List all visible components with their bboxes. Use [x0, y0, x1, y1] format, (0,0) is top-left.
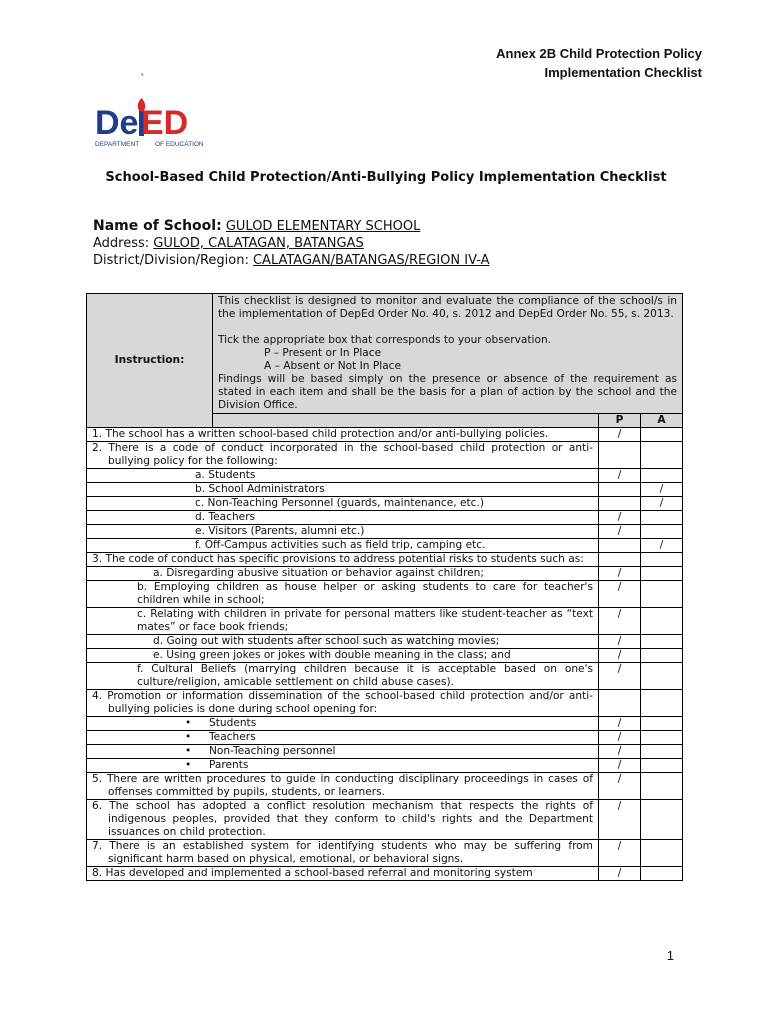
- row-text: 2. There is a code of conduct incorporated in the school-based child protection or anti-bullying policy for the following:: [87, 442, 599, 469]
- row-text: 1. The school has a written school-based child protection and/or anti-bullying policies.: [87, 428, 599, 442]
- deped-logo-icon: [93, 96, 213, 156]
- instruction-a-definition: A – Absent or Not In Place: [264, 360, 402, 372]
- row-text: d. Going out with students after school such as watching movies;: [87, 635, 599, 649]
- a-checkbox[interactable]: [641, 469, 683, 483]
- row-text: 5. There are written procedures to guide in conducting disciplinary proceedings in cases of offenses committed by pupils, students, or learners.: [87, 773, 599, 800]
- p-checkbox[interactable]: /: [599, 608, 641, 635]
- p-checkbox[interactable]: /: [599, 773, 641, 800]
- p-checkbox[interactable]: /: [599, 649, 641, 663]
- row-text: [87, 745, 599, 759]
- p-checkbox[interactable]: [599, 553, 641, 567]
- a-checkbox[interactable]: [641, 442, 683, 469]
- p-checkbox[interactable]: /: [599, 663, 641, 690]
- bullet: •: [185, 731, 192, 743]
- p-checkbox[interactable]: /: [599, 717, 641, 731]
- p-checkbox[interactable]: [599, 483, 641, 497]
- logo-subtext-left: DEPARTMENT: [95, 141, 140, 148]
- table-row: [87, 428, 683, 442]
- row-text: 3. The code of conduct has specific provisions to address potential risks to students such as:: [87, 553, 599, 567]
- address-label: Address:: [93, 236, 150, 251]
- logo-subtext-right: OF EDUCATION: [155, 141, 204, 148]
- a-checkbox[interactable]: [641, 745, 683, 759]
- p-checkbox[interactable]: [599, 442, 641, 469]
- p-checkbox[interactable]: /: [599, 567, 641, 581]
- school-name-value: GULOD ELEMENTARY SCHOOL: [225, 219, 421, 234]
- address-value: GULOD, CALATAGAN, BATANGAS: [153, 236, 364, 251]
- bullet: •: [185, 717, 192, 729]
- stray-mark: `: [140, 72, 146, 85]
- row-text: [87, 731, 599, 745]
- table-row: [87, 442, 683, 469]
- deped-logo: [93, 96, 213, 156]
- p-checkbox[interactable]: /: [599, 731, 641, 745]
- p-checkbox[interactable]: /: [599, 867, 641, 881]
- a-checkbox[interactable]: [641, 553, 683, 567]
- row-text: b. School Administrators: [87, 483, 599, 497]
- row-text: f. Off-Campus activities such as field trip, camping etc.: [87, 539, 599, 553]
- p-checkbox[interactable]: [599, 690, 641, 717]
- table-row: [87, 483, 683, 497]
- a-checkbox[interactable]: [641, 840, 683, 867]
- row-text: e. Visitors (Parents, alumni etc.): [87, 525, 599, 539]
- p-checkbox[interactable]: /: [599, 469, 641, 483]
- checklist-table: [86, 293, 683, 881]
- annex-line-1: Annex 2B Child Protection Policy: [496, 46, 702, 61]
- a-checkbox[interactable]: [641, 731, 683, 745]
- row-text: [87, 717, 599, 731]
- p-checkbox[interactable]: /: [599, 525, 641, 539]
- annex-line-2: Implementation Checklist: [544, 65, 702, 80]
- row-text: 8. Has developed and implemented a school-based referral and monitoring system: [87, 867, 599, 881]
- a-checkbox[interactable]: /: [641, 483, 683, 497]
- table-row: [87, 840, 683, 867]
- row-text: [87, 759, 599, 773]
- table-row: [87, 469, 683, 483]
- p-checkbox[interactable]: /: [599, 800, 641, 840]
- table-row: [87, 567, 683, 581]
- a-checkbox[interactable]: [641, 511, 683, 525]
- a-checkbox[interactable]: [641, 773, 683, 800]
- row-text: e. Using green jokes or jokes with double meaning in the class; and: [87, 649, 599, 663]
- p-checkbox[interactable]: /: [599, 745, 641, 759]
- table-row: [87, 511, 683, 525]
- district-value: CALATAGAN/BATANGAS/REGION IV-A: [252, 253, 490, 268]
- a-checkbox[interactable]: [641, 581, 683, 608]
- a-checkbox[interactable]: [641, 608, 683, 635]
- a-checkbox[interactable]: [641, 663, 683, 690]
- p-checkbox[interactable]: /: [599, 759, 641, 773]
- a-checkbox[interactable]: [641, 428, 683, 442]
- row-label: Parents: [209, 759, 249, 771]
- table-row: [87, 745, 683, 759]
- row-label: Students: [209, 717, 257, 729]
- bullet: •: [185, 745, 192, 757]
- school-info: [93, 218, 490, 269]
- table-row: [87, 867, 683, 881]
- instruction-para-1: This checklist is designed to monitor and evaluate the compliance of the school/s in the implementation of DepEd Order No. 40, s. 2012 and DepEd Order No. 55, s. 2013.: [218, 295, 677, 320]
- table-row: [87, 581, 683, 608]
- row-text: c. Non-Teaching Personnel (guards, maintenance, etc.): [87, 497, 599, 511]
- table-row: [87, 525, 683, 539]
- a-checkbox[interactable]: /: [641, 539, 683, 553]
- school-name-label: Name of School:: [93, 218, 222, 234]
- annex-header: [496, 44, 702, 82]
- a-checkbox[interactable]: [641, 567, 683, 581]
- table-row: [87, 690, 683, 717]
- row-text: c. Relating with children in private for personal matters like student-teacher as “text mates” or face book friends;: [87, 608, 599, 635]
- instruction-text: [213, 294, 683, 414]
- row-text: a. Disregarding abusive situation or behavior against children;: [87, 567, 599, 581]
- row-text: b. Employing children as house helper or asking students to care for teacher's children while in school;: [87, 581, 599, 608]
- p-checkbox[interactable]: [599, 539, 641, 553]
- instruction-p-definition: P – Present or In Place: [264, 347, 382, 359]
- table-row: [87, 553, 683, 567]
- svg-text:ED: ED: [141, 104, 189, 142]
- a-checkbox[interactable]: [641, 759, 683, 773]
- bullet: •: [185, 759, 192, 771]
- a-checkbox[interactable]: [641, 525, 683, 539]
- a-checkbox[interactable]: [641, 800, 683, 840]
- row-text: a. Students: [87, 469, 599, 483]
- table-row: [87, 800, 683, 840]
- a-checkbox[interactable]: [641, 635, 683, 649]
- table-row: [87, 773, 683, 800]
- table-row: [87, 608, 683, 635]
- a-checkbox[interactable]: [641, 867, 683, 881]
- table-row: [87, 731, 683, 745]
- a-checkbox[interactable]: [641, 649, 683, 663]
- row-text: 7. There is an established system for identifying students who may be suffering from significant harm based on physical, emotional, or behavioral signs.: [87, 840, 599, 867]
- p-checkbox[interactable]: /: [599, 635, 641, 649]
- row-label: Non-Teaching personnel: [209, 745, 336, 757]
- table-row: [87, 717, 683, 731]
- p-checkbox[interactable]: /: [599, 511, 641, 525]
- column-header-p: P: [599, 414, 641, 428]
- table-row: [87, 649, 683, 663]
- a-checkbox[interactable]: [641, 717, 683, 731]
- row-text: d. Teachers: [87, 511, 599, 525]
- table-row: [87, 635, 683, 649]
- instruction-para-3: Findings will be based simply on the presence or absence of the requirement as stated in each item and shall be the basis for a plan of action by the school and the Division Office.: [218, 373, 677, 411]
- p-checkbox[interactable]: [599, 497, 641, 511]
- a-checkbox[interactable]: /: [641, 497, 683, 511]
- a-checkbox[interactable]: [641, 690, 683, 717]
- p-checkbox[interactable]: /: [599, 428, 641, 442]
- table-row: [87, 759, 683, 773]
- table-row: [87, 497, 683, 511]
- instruction-para-2: Tick the appropriate box that corresponds to your observation.: [218, 334, 552, 346]
- instruction-label: Instruction:: [87, 294, 213, 428]
- row-label: Teachers: [209, 731, 256, 743]
- document-title: School-Based Child Protection/Anti-Bullying Policy Implementation Checklist: [105, 170, 667, 185]
- page-number: 1: [666, 948, 674, 963]
- svg-text:De: De: [95, 104, 139, 142]
- district-label: District/Division/Region:: [93, 253, 249, 268]
- table-row: [87, 539, 683, 553]
- column-header-a: A: [641, 414, 683, 428]
- row-text: 6. The school has adopted a conflict resolution mechanism that respects the rights of indigenous peoples, provided that they conform to child's rights and the Department issuances on child protection.: [87, 800, 599, 840]
- p-checkbox[interactable]: /: [599, 840, 641, 867]
- row-text: 4. Promotion or information dissemination of the school-based child protection and/or anti-bullying policies is done during school opening for:: [87, 690, 599, 717]
- row-text: f. Cultural Beliefs (marrying children because it is acceptable based on one's culture/religion, amicable settlement on child abuse cases).: [87, 663, 599, 690]
- p-checkbox[interactable]: /: [599, 581, 641, 608]
- table-row: [87, 663, 683, 690]
